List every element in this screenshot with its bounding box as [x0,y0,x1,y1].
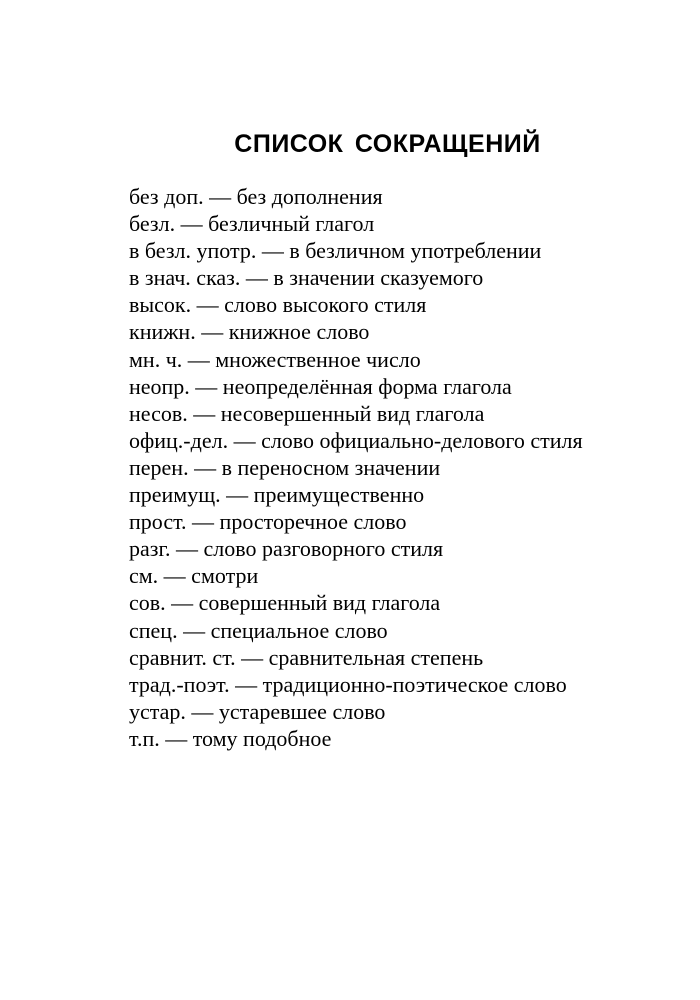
abbreviation-item: устар. — устаревшее слово [129,698,386,724]
abbreviation-item: мн. ч. — множественное число [129,346,421,372]
abbreviation-item: безл. — безличный глагол [129,211,375,237]
abbreviation-item: в знач. сказ. — в значении сказуемого [129,265,484,291]
abbreviation-item: сравнит. ст. — сравнительная степень [129,644,484,670]
abbreviation-item: высок. — слово высокого стиля [129,292,427,318]
abbreviation-item: несов. — несовершенный вид глагола [129,400,485,426]
abbreviation-item: см. — смотри [129,563,259,589]
abbreviation-item: т.п. — тому подобное [129,725,332,751]
abbreviation-item: книжн. — книжное слово [129,319,370,345]
abbreviation-item: трад.-поэт. — традиционно-поэтическое слово [129,671,567,697]
abbreviation-item: неопр. — неопределённая форма глагола [129,373,512,399]
abbreviation-item: разг. — слово разговорного стиля [129,536,444,562]
abbreviation-item: преимущ. — преимущественно [129,482,425,508]
abbreviation-item: офиц.-дел. — слово официально-делового стиля [129,427,583,453]
abbreviation-list [129,183,583,752]
abbreviation-item: без доп. — без дополнения [129,184,383,209]
abbreviation-item: в безл. употр. — в безличном употреблении [129,238,542,264]
abbreviation-item: прост. — просторечное слово [129,509,407,535]
page-title: СПИСОК СОКРАЩЕНИЙ [234,130,541,158]
abbreviation-item: сов. — совершенный вид глагола [129,590,441,616]
abbreviation-item: спец. — специальное слово [129,617,388,643]
abbreviation-item: перен. — в переносном значении [129,454,441,480]
